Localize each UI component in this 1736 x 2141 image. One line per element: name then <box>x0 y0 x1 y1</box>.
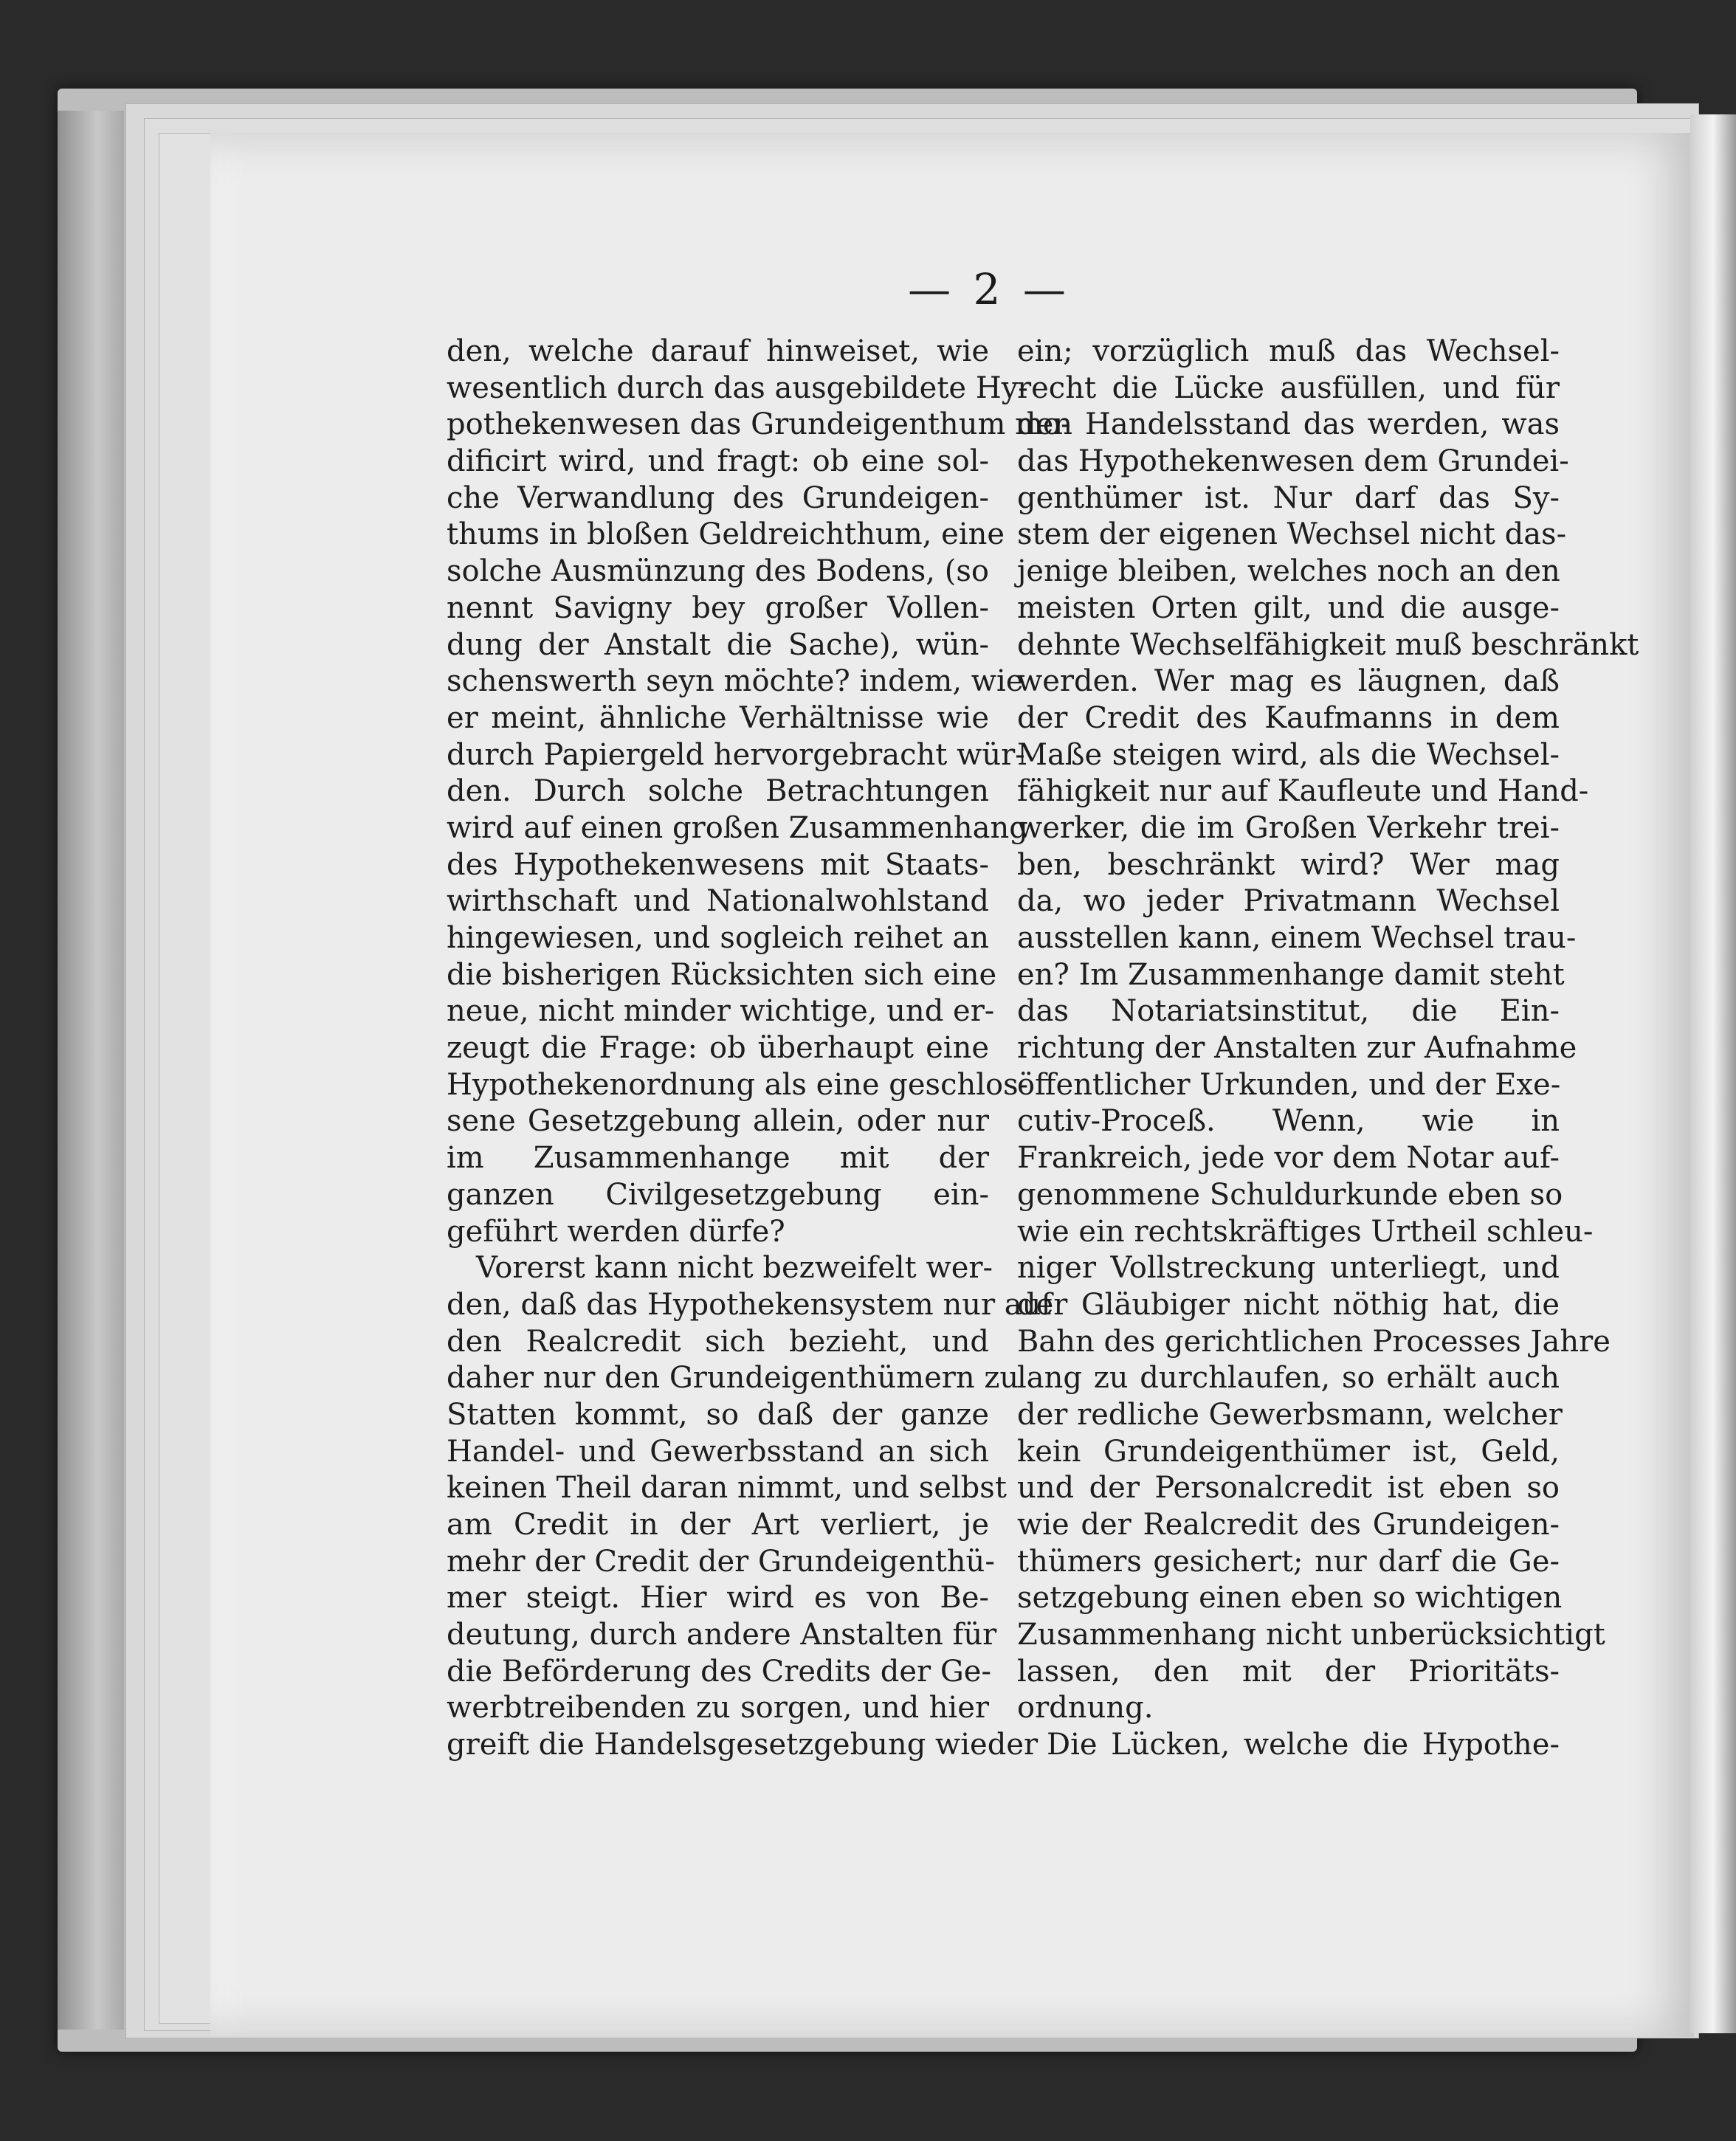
text-line: stem der eigenen Wechsel nicht das- <box>1017 517 1567 552</box>
text-line: ben, beschränkt wird? Wer mag <box>1017 847 1560 882</box>
text-line: den Realcredit sich bezieht, und <box>447 1324 989 1359</box>
text-line: daher nur den Grundeigenthümern zu <box>447 1361 1019 1396</box>
text-line: Zusammenhang nicht unberücksichtigt <box>1017 1618 1605 1652</box>
text-line: nennt Savigny bey großer Vollen- <box>447 590 989 625</box>
text-line: thümers gesichert; nur darf die Ge- <box>1017 1544 1560 1579</box>
text-line: deutung, durch andere Anstalten für <box>447 1618 997 1652</box>
text-column-right <box>1017 334 1639 1764</box>
text-line: dehnte Wechselfähigkeit muß beschränkt <box>1017 627 1639 662</box>
text-line: en? Im Zusammenhange damit steht <box>1017 957 1565 992</box>
text-line: mer steigt. Hier wird es von Be- <box>447 1581 989 1616</box>
text-line: solche Ausmünzung des Bodens, (so <box>447 554 989 589</box>
text-line: schenswerth seyn möchte? indem, wie <box>447 664 1024 699</box>
text-line: greift die Handelsgesetzgebung wieder <box>447 1728 1038 1762</box>
text-line: che Verwandlung des Grundeigen- <box>447 480 989 515</box>
text-line: kein Grundeigenthümer ist, Geld, <box>1017 1434 1560 1469</box>
text-line: sene Gesetzgebung allein, oder nur <box>447 1104 989 1139</box>
book-spine-edge <box>58 111 124 2030</box>
text-line: keinen Theil daran nimmt, und selbst <box>447 1471 1007 1506</box>
text-line: Hypothekenordnung als eine geschlos- <box>447 1067 1029 1102</box>
text-line: mehr der Credit der Grundeigenthü- <box>447 1544 995 1579</box>
text-line: hingewiesen, und sogleich reihet an <box>447 921 989 955</box>
text-line: pothekenwesen das Grundeigenthum mo- <box>447 407 1071 442</box>
facing-page-edge <box>1690 114 1736 2033</box>
text-line: ausstellen kann, einem Wechsel trau- <box>1017 921 1577 955</box>
text-line: Frankreich, jede vor dem Notar auf- <box>1017 1141 1560 1176</box>
text-line: ganzen Civilgesetzgebung ein- <box>447 1177 989 1212</box>
text-line: werker, die im Großen Verkehr trei- <box>1017 810 1560 845</box>
text-line: da, wo jeder Privatmann Wechsel <box>1017 884 1560 919</box>
text-line: genthümer ist. Nur darf das Sy- <box>1017 480 1560 515</box>
text-column-left <box>447 334 1071 1764</box>
text-line: dificirt wird, und fragt: ob eine sol- <box>447 444 989 479</box>
text-line: Die Lücken, welche die Hypothe- <box>1047 1728 1560 1762</box>
text-line: Maße steigen wird, als die Wechsel- <box>1017 737 1560 772</box>
text-line: er meint, ähnliche Verhältnisse wie <box>447 700 989 735</box>
text-line: Vorerst kann nicht bezweifelt wer- <box>476 1251 993 1286</box>
text-line: recht die Lücke ausfüllen, und für <box>1017 370 1560 405</box>
text-line: thums in bloßen Geldreichthum, eine <box>447 517 1005 552</box>
text-line: wird auf einen großen Zusammenhang <box>447 810 1028 845</box>
text-line: werden. Wer mag es läugnen, daß <box>1017 664 1560 699</box>
text-line: ein; vorzüglich muß das Wechsel- <box>1017 334 1560 368</box>
text-line: Bahn des gerichtlichen Processes Jahre <box>1017 1324 1611 1359</box>
text-line: geführt werden dürfe? <box>447 1214 785 1249</box>
text-line: den. Durch solche Betrachtungen <box>447 774 989 809</box>
text-line: den, daß das Hypothekensystem nur auf <box>447 1287 1053 1322</box>
text-line: lang zu durchlaufen, so erhält auch <box>1017 1361 1560 1396</box>
text-line: das Hypothekenwesen dem Grundei- <box>1017 444 1569 479</box>
text-line: den Handelsstand das werden, was <box>1017 407 1560 442</box>
text-line: richtung der Anstalten zur Aufnahme <box>1017 1031 1577 1066</box>
text-line: wesentlich durch das ausgebildete Hy- <box>447 370 1028 405</box>
text-line: lassen, den mit der Prioritäts- <box>1017 1654 1560 1689</box>
text-line: der Credit des Kaufmanns in dem <box>1017 700 1560 735</box>
text-line: wie ein rechtskräftiges Urtheil schleu- <box>1017 1214 1594 1249</box>
text-line: dung der Anstalt die Sache), wün- <box>447 627 989 662</box>
text-line: im Zusammenhange mit der <box>447 1141 989 1176</box>
text-line: wirthschaft und Nationalwohlstand <box>447 884 989 919</box>
text-line: das Notariatsinstitut, die Ein- <box>1017 994 1560 1029</box>
text-line: neue, nicht minder wichtige, und er- <box>447 994 995 1029</box>
text-line: fähigkeit nur auf Kaufleute und Hand- <box>1017 774 1589 809</box>
text-line: die bisherigen Rücksichten sich eine <box>447 957 997 992</box>
text-line: Handel- und Gewerbsstand an sich <box>447 1434 989 1469</box>
text-line: niger Vollstreckung unterliegt, und <box>1017 1251 1560 1286</box>
text-line: Statten kommt, so daß der ganze <box>447 1397 989 1432</box>
text-line: der Gläubiger nicht nöthig hat, die <box>1017 1287 1560 1322</box>
page-number: — 2 — <box>908 264 1070 314</box>
text-line: zeugt die Frage: ob überhaupt eine <box>447 1031 989 1066</box>
text-line: jenige bleiben, welches noch an den <box>1017 554 1560 589</box>
text-line: der redliche Gewerbsmann, welcher <box>1017 1397 1563 1432</box>
text-line: werbtreibenden zu sorgen, und hier <box>447 1691 989 1725</box>
text-line: des Hypothekenwesens mit Staats- <box>447 847 989 882</box>
text-line: meisten Orten gilt, und die ausge- <box>1017 590 1560 625</box>
text-line: den, welche darauf hinweiset, wie <box>447 334 989 368</box>
text-line: setzgebung einen eben so wichtigen <box>1017 1581 1563 1616</box>
text-line: die Beförderung des Credits der Ge- <box>447 1654 991 1689</box>
text-line: genommene Schuldurkunde eben so <box>1017 1177 1563 1212</box>
text-line: ordnung. <box>1017 1691 1154 1725</box>
text-line: und der Personalcredit ist eben so <box>1017 1471 1560 1506</box>
text-line: cutiv-Proceß. Wenn, wie in <box>1017 1104 1560 1139</box>
text-line: durch Papiergeld hervorgebracht wür- <box>447 737 1025 772</box>
text-line: wie der Realcredit des Grundeigen- <box>1017 1508 1560 1542</box>
text-line: am Credit in der Art verliert, je <box>447 1508 989 1542</box>
text-line: öffentlicher Urkunden, und der Exe- <box>1017 1067 1561 1102</box>
